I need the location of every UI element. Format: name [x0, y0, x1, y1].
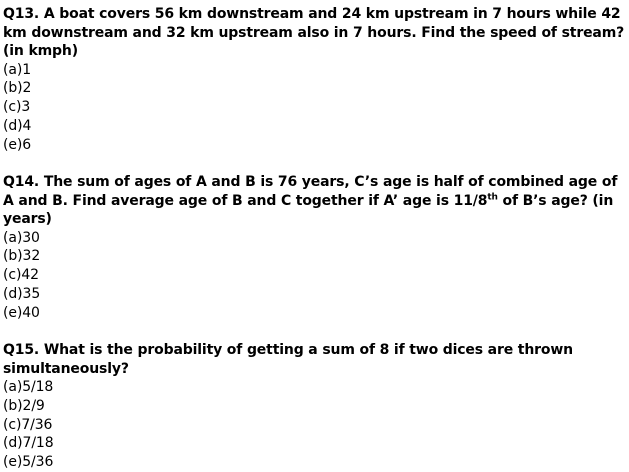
question-spacer	[3, 322, 627, 341]
ordinal-superscript: th	[487, 191, 498, 202]
question-14	[3, 173, 627, 322]
option-a: (a)5/18	[3, 379, 54, 396]
option-b: (b)2	[3, 80, 32, 97]
question-text	[3, 173, 627, 229]
question-text: Q13. A boat covers 56 km downstream and 24 km upstream in 7 hours while 42 km downstream and 32 km upstream also in 7 hours. Find the speed of stream? (in kmph)	[3, 6, 625, 60]
option-e: (e)40	[3, 304, 40, 321]
question-text-part: Q14. The sum of ages of A and B is 76 years, C’s age is half of combined age of A and B. Find average age of B and C together if A’ age is 11/8	[3, 173, 618, 209]
option-list	[3, 61, 627, 155]
option-b: (b)32	[3, 248, 41, 265]
option-list	[3, 229, 627, 323]
option-a: (a)1	[3, 61, 32, 78]
question-sheet	[3, 5, 627, 472]
option-c: (c)42	[3, 267, 39, 284]
question-15	[3, 341, 627, 472]
option-b: (b)2/9	[3, 397, 45, 414]
option-e: (e)5/36	[3, 453, 54, 470]
question-13	[3, 5, 627, 154]
option-e: (e)6	[3, 136, 32, 153]
option-c: (c)7/36	[3, 416, 53, 433]
option-a: (a)30	[3, 229, 40, 246]
option-list	[3, 378, 627, 472]
question-spacer	[3, 154, 627, 173]
question-text: Q15. What is the probability of getting a sum of 8 if two dices are thrown simultaneously?	[3, 341, 573, 377]
option-d: (d)35	[3, 285, 41, 302]
option-d: (d)7/18	[3, 435, 54, 452]
option-d: (d)4	[3, 117, 32, 134]
option-c: (c)3	[3, 99, 31, 116]
question-text-part: of B’s age? (in years)	[3, 192, 614, 228]
